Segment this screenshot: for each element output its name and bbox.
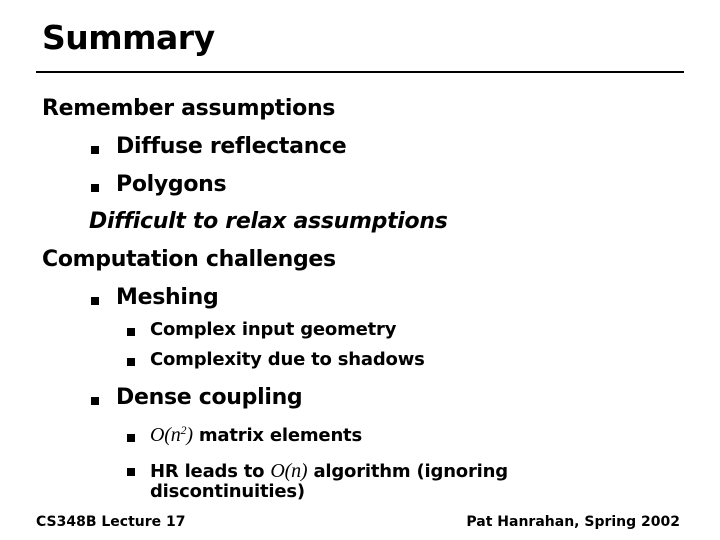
item-remember-assumptions: Remember assumptions	[42, 96, 336, 121]
hr-prefix-text: HR leads to	[150, 461, 271, 482]
item-meshing: Meshing	[116, 285, 219, 310]
math-on-open: O(n	[150, 424, 181, 446]
math-on-close: )	[186, 424, 193, 446]
math-on: O(n)	[270, 460, 308, 482]
math-superscript: 2	[180, 423, 187, 437]
footer-right: Pat Hanrahan, Spring 2002	[466, 514, 680, 530]
bullet-icon	[127, 358, 135, 366]
bullet-icon	[91, 297, 99, 305]
title-rule	[36, 71, 684, 73]
bullet-icon	[91, 146, 99, 154]
item-computation-challenges: Computation challenges	[42, 247, 336, 272]
item-polygons: Polygons	[116, 172, 227, 197]
item-complexity-due-to-shadows: Complexity due to shadows	[150, 349, 425, 370]
item-complex-input-geometry: Complex input geometry	[150, 319, 397, 340]
item-diffuse-reflectance: Diffuse reflectance	[116, 134, 347, 159]
bullet-icon	[127, 328, 135, 336]
bullet-icon	[127, 468, 135, 476]
item-matrix-elements	[150, 424, 362, 447]
bullet-icon	[91, 397, 99, 405]
matrix-elements-text: matrix elements	[192, 425, 362, 446]
item-difficult-to-relax: Difficult to relax assumptions	[89, 209, 448, 234]
hr-suffix-text: algorithm (ignoring discontinuities)	[150, 461, 508, 502]
slide-title: Summary	[42, 18, 215, 57]
footer-left: CS348B Lecture 17	[36, 514, 186, 530]
bullet-icon	[127, 434, 135, 442]
bullet-icon	[91, 184, 99, 192]
item-hr-leads-to	[150, 461, 570, 502]
item-dense-coupling: Dense coupling	[116, 385, 303, 410]
